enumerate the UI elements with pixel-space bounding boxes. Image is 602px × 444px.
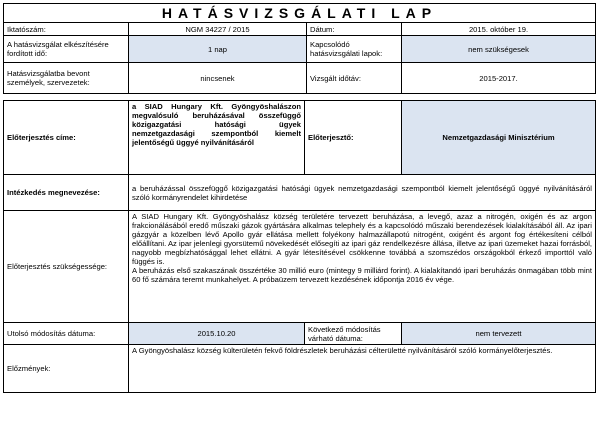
- kovetkezo-label: Következő módosítás várható dátuma:: [305, 323, 402, 345]
- cim-label: Előterjesztés címe:: [4, 101, 129, 175]
- kapcs-value: nem szükségesek: [402, 36, 596, 63]
- page-title: HATÁSVIZSGÁLATI LAP: [4, 4, 596, 23]
- szuks-paragraph-2: A beruházás első szakaszának összértéke 30 millió euro (mintegy 9 milliárd forint). A kialakítandó ipari beruházás önmagában több mint 60 fő számára teremt munkahelyet. A próbaüzem tervezett kezdésének időpontja 2016 év vége.: [132, 266, 592, 284]
- ikt-label: Iktatószám:: [4, 23, 129, 36]
- utolso-label: Utolsó módosítás dátuma:: [4, 323, 129, 345]
- bevont-label: Hatásvizsgálatba bevont személyek, szervezetek:: [4, 63, 129, 94]
- impact-assessment-form: [3, 3, 595, 393]
- kapcs-label: Kapcsolódó hatásvizsgálati lapok:: [307, 36, 402, 63]
- ido-value: 1 nap: [129, 36, 307, 63]
- body-table: [3, 100, 596, 393]
- ikt-value: NGM 34227 / 2015: [129, 23, 307, 36]
- intez-label: Intézkedés megnevezése:: [4, 175, 129, 211]
- cim-value: a SIAD Hungary Kft. Gyöngyöshalászon megvalósuló beruházásával összefüggő közigazgatási hatósági ügyek nemzetgazdasági szempontból kiemelt jelentőségű üggyé nyilvánításáról: [129, 101, 305, 175]
- datum-label: Dátum:: [307, 23, 402, 36]
- bevont-value: nincsenek: [129, 63, 307, 94]
- utolso-value: 2015.10.20: [129, 323, 305, 345]
- elozmeny-label: Előzmények:: [4, 345, 129, 393]
- szuks-paragraph-1: A SIAD Hungary Kft. Gyöngyöshalász község területére tervezett beruházása, a levegő, azaz a nitrogén, oxigén és az argon frakcionálásából eredő műszaki gázok gyártására alkalmas telephely és a kapcsolódó műszaki berendezések kialakításából áll. Az ipari gázgyár a közelben lévő Apollo gyár ellátása mellett folyékony halmazállapotú nitrogént, oxigént és argont fog értékesíteni célból előállítani. Az ipar jelenlegi gyorsütemű növekedését elősegíti az ipari gáz rendelkezésre állása, illetve az ipari üzemeket hazai forrásból, nagyobb megbízhatósággal lehet ellátni. A gyár létesítésével csökkenne továbbá a szomszédos országokból érkező importtól való függés is.: [132, 212, 592, 266]
- eloterj-value: Nemzetgazdasági Minisztérium: [402, 101, 596, 175]
- kovetkezo-value: nem tervezett: [402, 323, 596, 345]
- datum-value: 2015. október 19.: [402, 23, 596, 36]
- elozmeny-value: A Gyöngyöshalász község külterületén fekvő földrészletek beruházási célterületté nyilvánításáról szóló kormányelőterjesztés.: [129, 345, 596, 393]
- szuks-label: Előterjesztés szükségessége:: [4, 211, 129, 323]
- eloterj-label: Előterjesztő:: [305, 101, 402, 175]
- idotav-label: Vizsgált időtáv:: [307, 63, 402, 94]
- header-table: [3, 3, 596, 94]
- idotav-value: 2015-2017.: [402, 63, 596, 94]
- ido-label: A hatásvizsgálat elkészítésére fordított idő:: [4, 36, 129, 63]
- szuks-value: [129, 211, 596, 323]
- intez-value: a beruházással összefüggő közigazgatási hatósági ügyek nemzetgazdasági szempontból kiemelt jelentőségű üggyé nyilvánításáról szóló kormányrendelet kihirdetése: [129, 175, 596, 211]
